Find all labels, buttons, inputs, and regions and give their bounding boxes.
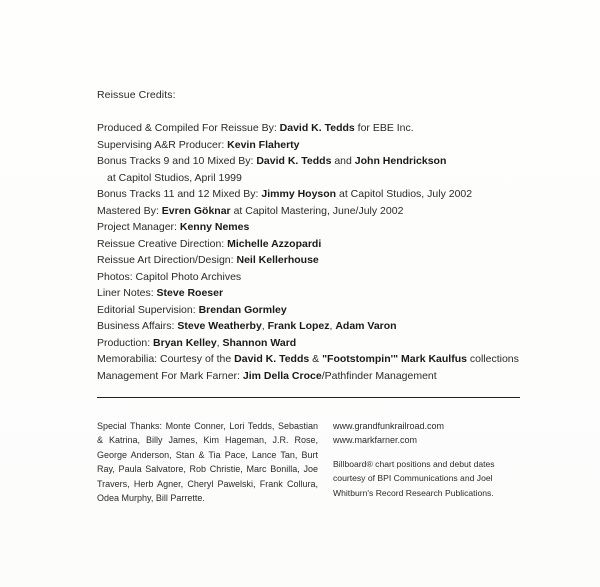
credit-text: Memorabilia: Courtesy of the [97,353,235,365]
special-thanks-text: Special Thanks: Monte Conner, Lori Tedds, Sebastian & Katrina, Billy James, Kim Hageman, J.R. Rose, George Anderson, Stan & Tia Pace, Lance Tan, Burt Ray, Paula Salvatore, Rob Christie, Marc Bonilla, Joe Travers, Herb Agner, Cheryl Pawelski, Frank Collura, Odea Murphy, Bill Parrette. [97,421,318,504]
credit-line [97,335,517,352]
credit-text: at Capitol Studios, July 2002 [336,188,473,200]
credit-text: Business Affairs: [97,320,178,332]
credit-text: Reissue Creative Direction: [97,237,228,250]
credit-name: David K. Tedds [279,122,355,134]
credit-text: Bonus Tracks 11 and 12 Mixed By: [97,188,262,200]
credit-name: Michelle Azzopardi [227,237,322,250]
credit-text: , [216,336,223,349]
credit-name: David K. Tedds [256,155,332,167]
credit-line [97,219,517,236]
credit-name: John Hendrickson [354,155,447,167]
credit-line [97,368,517,385]
credit-text: , [329,320,336,332]
credit-name: Kevin Flaherty [227,138,300,151]
credit-line [97,252,517,269]
credit-text: and [331,155,355,167]
credit-name: Shannon Ward [222,336,297,349]
credit-name: Steve Roeser [156,287,224,299]
credit-text: Produced & Compiled For Reissue By: [97,122,280,134]
credit-text: Liner Notes: [97,287,157,299]
credit-line [97,351,517,368]
credit-line [97,153,517,170]
credit-text: Editorial Supervision: [97,303,199,316]
credit-name: "Footstompin'" Mark Kaulfus [322,353,467,365]
divider-rule [97,397,520,398]
credit-line [97,186,517,203]
credit-text: Management For Mark Farner: [97,369,243,382]
credit-name: Jimmy Hoyson [261,188,337,200]
website-links [333,419,444,448]
credit-name: Evren Göknar [161,204,231,217]
credit-line [97,203,517,220]
credit-line [97,318,517,335]
credit-name: David K. Tedds [234,353,310,365]
credit-text: Bonus Tracks 9 and 10 Mixed By: [97,155,257,167]
credit-name: Jim Della Croce [242,369,322,382]
credit-name: Kenny Nemes [179,221,250,233]
credit-line [97,137,517,154]
credit-text: /Pathfinder Management [321,369,437,382]
credit-text: Supervising A&R Producer: [97,138,228,151]
credit-name: Brendan Gormley [198,303,287,316]
website-link-grandfunkrailroad[interactable]: www.grandfunkrailroad.com [333,421,445,431]
credit-text: Reissue Art Direction/Design: [97,254,237,266]
credit-line [97,236,517,253]
credit-line [97,120,517,137]
credit-text: at Capitol Mastering, June/July 2002 [230,204,404,217]
credit-text: for EBE Inc. [354,122,414,134]
credit-text: Mastered By: [97,204,162,217]
credit-name: Frank Lopez [267,320,330,332]
reissue-credits-heading: Reissue Credits: [97,89,176,101]
credit-text: & [309,353,323,365]
credit-line [97,285,517,302]
credit-text: Project Manager: [97,221,180,233]
billboard-credit-note: Billboard® chart positions and debut dates courtesy of BPI Communications and Joel Whitburn's Record Research Publications. [333,459,495,498]
credit-line [97,170,517,187]
credit-line [97,269,517,286]
credit-name: Steve Weatherby [177,320,262,332]
credit-name: Neil Kellerhouse [236,254,319,266]
credit-text: Production: [97,336,154,349]
credits-list [97,120,517,384]
credit-text: Photos: Capitol Photo Archives [97,270,242,283]
credit-text: , [261,320,268,332]
credit-name: Bryan Kelley [153,336,217,349]
website-link-markfarner[interactable]: www.markfarner.com [333,435,418,446]
credit-line [97,302,517,319]
credit-text: at Capitol Studios, April 1999 [107,171,242,184]
credit-name: Adam Varon [335,320,397,332]
credit-text: collections [466,353,519,365]
